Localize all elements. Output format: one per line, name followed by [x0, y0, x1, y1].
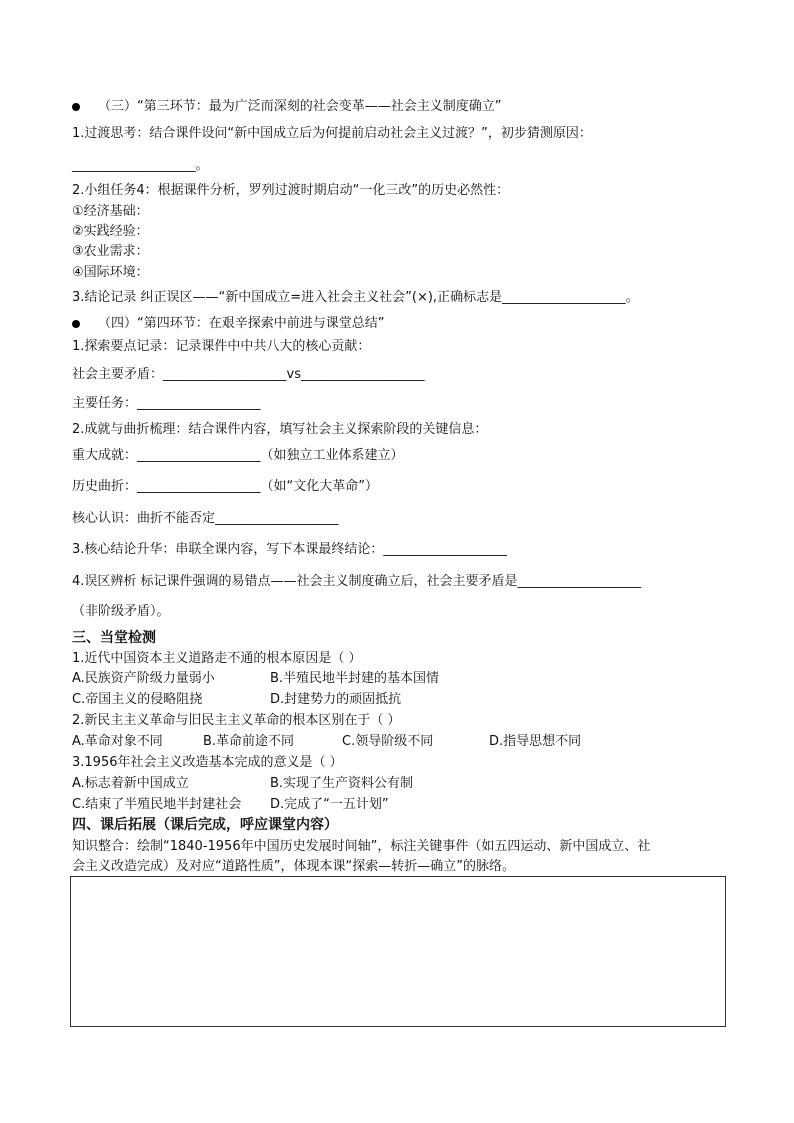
s3-question-2: 2.小组任务4：根据课件分析，罗列过渡时期启动“一化三改”的历史必然性：: [72, 183, 510, 198]
s3-item-experience[interactable]: ②实践经验：: [72, 224, 149, 239]
extension-line-1: 知识整合：绘制“1840-1956年中国历史发展时间轴”，标注关键事件（如五四运动、新中国成立、社: [72, 839, 651, 854]
check-q2-options: [72, 733, 581, 751]
s4-question-3[interactable]: 3.核心结论升华：串联全课内容，写下本课最终结论：___________________: [72, 542, 507, 557]
s3-item-agriculture[interactable]: ③农业需求：: [72, 244, 149, 259]
check-question-3: 3.1956年社会主义改造基本完成的意义是（ ）: [72, 755, 343, 770]
check-q3-options-row1: [72, 775, 413, 793]
check-question-1: 1.近代中国资本主义道路走不通的根本原因是（ ）: [72, 651, 362, 666]
check-question-2: 2.新民主主义革命与旧民主主义革命的根本区别在于（ ）: [72, 713, 401, 728]
option-b[interactable]: B.半殖民地半封建的基本国情: [270, 671, 440, 686]
s4-core-line[interactable]: 核心认识：曲折不能否定___________________: [72, 511, 339, 526]
s3-question-1: 1.过渡思考：结合课件设问“新中国成立后为何提前启动社会主义过渡？”，初步猜测原因：: [72, 126, 592, 141]
s3-question-1-blank[interactable]: ___________________。: [72, 158, 209, 173]
check-q1-options-row1: [72, 670, 439, 688]
option-d[interactable]: D.完成了“一五计划”: [270, 797, 389, 812]
section-3-heading: [72, 98, 501, 116]
s4-setback-line[interactable]: 历史曲折：___________________（如“文化大革命”）: [72, 479, 378, 494]
s3-item-international[interactable]: ④国际环境：: [72, 265, 149, 280]
section-4-heading: [72, 315, 384, 333]
s4-question-4[interactable]: 4.误区辨析 标记课件强调的易错点——社会主义制度确立后，社会主要矛盾是___________________: [72, 574, 642, 589]
extension-line-2: 会主义改造完成）及对应“道路性质”，体现本课“探索—转折—确立”的脉络。: [72, 859, 515, 874]
s4-question-1: 1.探索要点记录：记录课件中中共八大的核心贡献：: [72, 339, 371, 354]
bullet-icon: [72, 103, 80, 111]
option-a[interactable]: A.标志着新中国成立: [72, 776, 189, 791]
s3-item-economy[interactable]: ①经济基础：: [72, 204, 149, 219]
s4-task-line[interactable]: 主要任务：___________________: [72, 396, 261, 411]
s4-achievement-line[interactable]: 重大成就：___________________（如独立工业体系建立）: [72, 448, 404, 463]
bullet-icon: [72, 320, 80, 328]
option-c[interactable]: C.帝国主义的侵略阻挠: [72, 692, 203, 707]
check-q1-options-row2: [72, 691, 401, 709]
check-q3-options-row2: [72, 796, 389, 814]
option-b[interactable]: B.实现了生产资料公有制: [270, 776, 414, 791]
section-4-title: （四）“第四环节：在艰辛探索中前进与课堂总结”: [98, 316, 385, 331]
option-c[interactable]: C.结束了半殖民地半封建社会: [72, 797, 242, 812]
section-3-title: （三）“第三环节：最为广泛而深刻的社会变革——社会主义制度确立”: [98, 99, 502, 114]
check-title: 三、当堂检测: [72, 630, 156, 646]
s4-question-2: 2.成就与曲折梳理：结合课件内容，填写社会主义探索阶段的关键信息：: [72, 422, 488, 437]
option-d[interactable]: D.封建势力的顽固抵抗: [270, 692, 402, 707]
option-c[interactable]: C.领导阶级不同: [342, 734, 434, 749]
timeline-answer-box[interactable]: [70, 876, 726, 1027]
option-b[interactable]: B.革命前途不同: [203, 734, 295, 749]
s4-contradiction-line[interactable]: 社会主要矛盾：___________________vs___________________: [72, 367, 425, 382]
extension-title: 四、课后拓展（课后完成，呼应课堂内容）: [72, 817, 338, 833]
option-a[interactable]: A.革命对象不同: [72, 734, 163, 749]
option-a[interactable]: A.民族资产阶级力量弱小: [72, 671, 215, 686]
s3-question-3[interactable]: 3.结论记录 纠正误区——“新中国成立=进入社会主义社会”(×),正确标志是___________________。: [72, 290, 639, 305]
s4-question-4-cont: （非阶级矛盾）。: [72, 604, 170, 619]
option-d[interactable]: D.指导思想不同: [489, 734, 582, 749]
